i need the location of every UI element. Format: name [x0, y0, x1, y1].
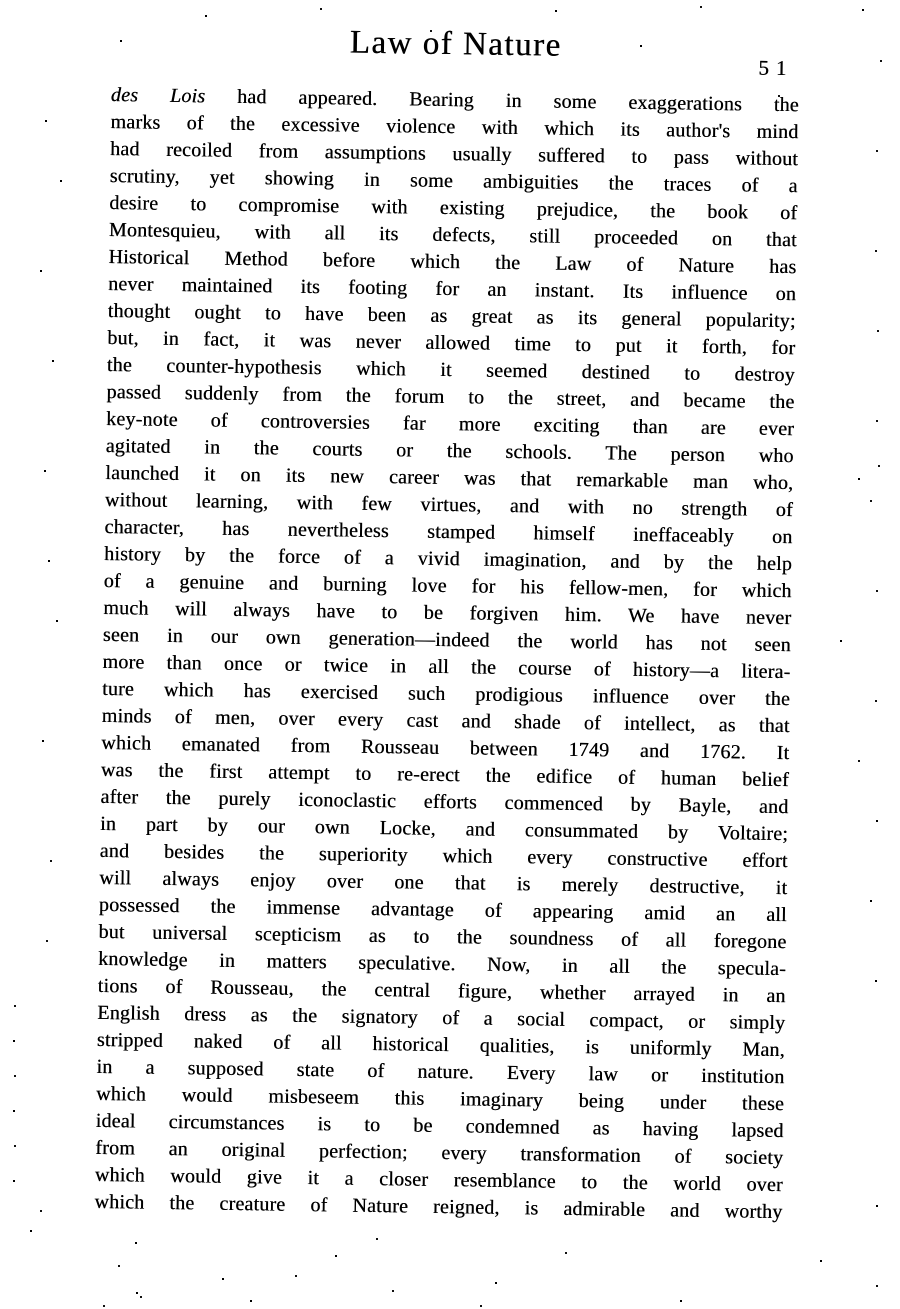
- text-line: minds of men, over every cast and shade of intellect, as that: [101, 704, 790, 738]
- text-line: which would misbeseem this imaginary being under these: [95, 1082, 785, 1116]
- text-line: in part by our own Locke, and consummated by Voltaire;: [99, 812, 789, 846]
- text-line: from an original perfection; every transformation of society: [95, 1136, 784, 1170]
- text-line: was the first attempt to re-erect the edifice of human belief: [100, 758, 789, 792]
- text-line: more than once or twice in all the course of history—a litera-: [102, 650, 791, 684]
- text-line: which the creature of Nature reigned, is admirable and worthy: [94, 1190, 783, 1224]
- text-line: key-note of controversies far more exciting than are ever: [105, 407, 795, 441]
- text-line: history by the force of a vivid imagination, and by the help: [103, 542, 793, 576]
- text-line: thought ought to have been as great as its general popularity;: [107, 299, 796, 333]
- text-line: possessed the immense advantage of appearing amid an all: [98, 893, 787, 927]
- text-line: tions of Rousseau, the central figure, whether arrayed in an: [97, 974, 786, 1008]
- text-line: which emanated from Rousseau between 1749 and 1762. It: [101, 731, 790, 765]
- text-line: Historical Method before which the Law of Nature has: [108, 245, 797, 279]
- text-line: scrutiny, yet showing in some ambiguities the traces of a: [109, 164, 798, 198]
- text-line: character, has nevertheless stamped himself ineffaceably on: [104, 515, 793, 549]
- text-line: which would give it a closer resemblance to the world over: [94, 1163, 783, 1197]
- text-line: launched it on its new career was that remarkable man who,: [105, 461, 794, 495]
- text-line: Montesquieu, with all its defects, still proceeded on that: [108, 218, 797, 252]
- text-line: agitated in the courts or the schools. The person who: [105, 434, 794, 468]
- text-line: English dress as the signatory of a social compact, or simply: [97, 1001, 786, 1035]
- page-number: 51: [758, 55, 794, 81]
- text-line: but, in fact, it was never allowed time to put it forth, for: [107, 326, 796, 360]
- text-line: stripped naked of all historical qualities, is uniformly Man,: [96, 1028, 785, 1062]
- body-text: [94, 82, 799, 1226]
- running-title: Law of Nature: [349, 24, 562, 64]
- text-line: passed suddenly from the forum to the street, and became the: [106, 380, 795, 414]
- text-line: had recoiled from assumptions usually suffered to pass without: [109, 137, 799, 171]
- text-line: ideal circumstances is to be condemned as having lapsed: [95, 1109, 784, 1143]
- text-line: marks of the excessive violence with which its author's mind: [110, 110, 799, 144]
- text-line-rest: had appeared. Bearing in some exaggerations the: [236, 85, 799, 117]
- text-line: and besides the superiority which every constructive effort: [99, 839, 788, 873]
- text-line: knowledge in matters speculative. Now, in all the specula-: [97, 947, 787, 981]
- text-line: without learning, with few virtues, and with no strength of: [104, 488, 793, 522]
- scan-noise-specks: [0, 0, 2, 2]
- text-line: desire to compromise with existing prejudice, the book of: [109, 191, 798, 225]
- text-line: of a genuine and burning love for his fellow-men, for which: [103, 569, 792, 603]
- text-line: will always enjoy over one that is merely destructive, it: [99, 866, 788, 900]
- text-line: the counter-hypothesis which it seemed destined to destroy: [106, 353, 795, 387]
- text-line: seen in our own generation—indeed the world has not seen: [102, 623, 791, 657]
- page-header: [111, 20, 800, 86]
- text-line: ture which has exercised such prodigious influence over the: [101, 677, 791, 711]
- text-line: never maintained its footing for an instant. Its influence on: [107, 272, 797, 306]
- page-content: [94, 20, 800, 1226]
- text-line: in a supposed state of nature. Every law or institution: [96, 1055, 785, 1089]
- italic-lead: des Lois: [110, 83, 206, 108]
- text-line: much will always have to be forgiven him. We have never: [103, 596, 792, 630]
- text-line: but universal scepticism as to the soundness of all foregone: [98, 920, 787, 954]
- text-line: after the purely iconoclastic efforts commenced by Bayle, and: [100, 785, 789, 819]
